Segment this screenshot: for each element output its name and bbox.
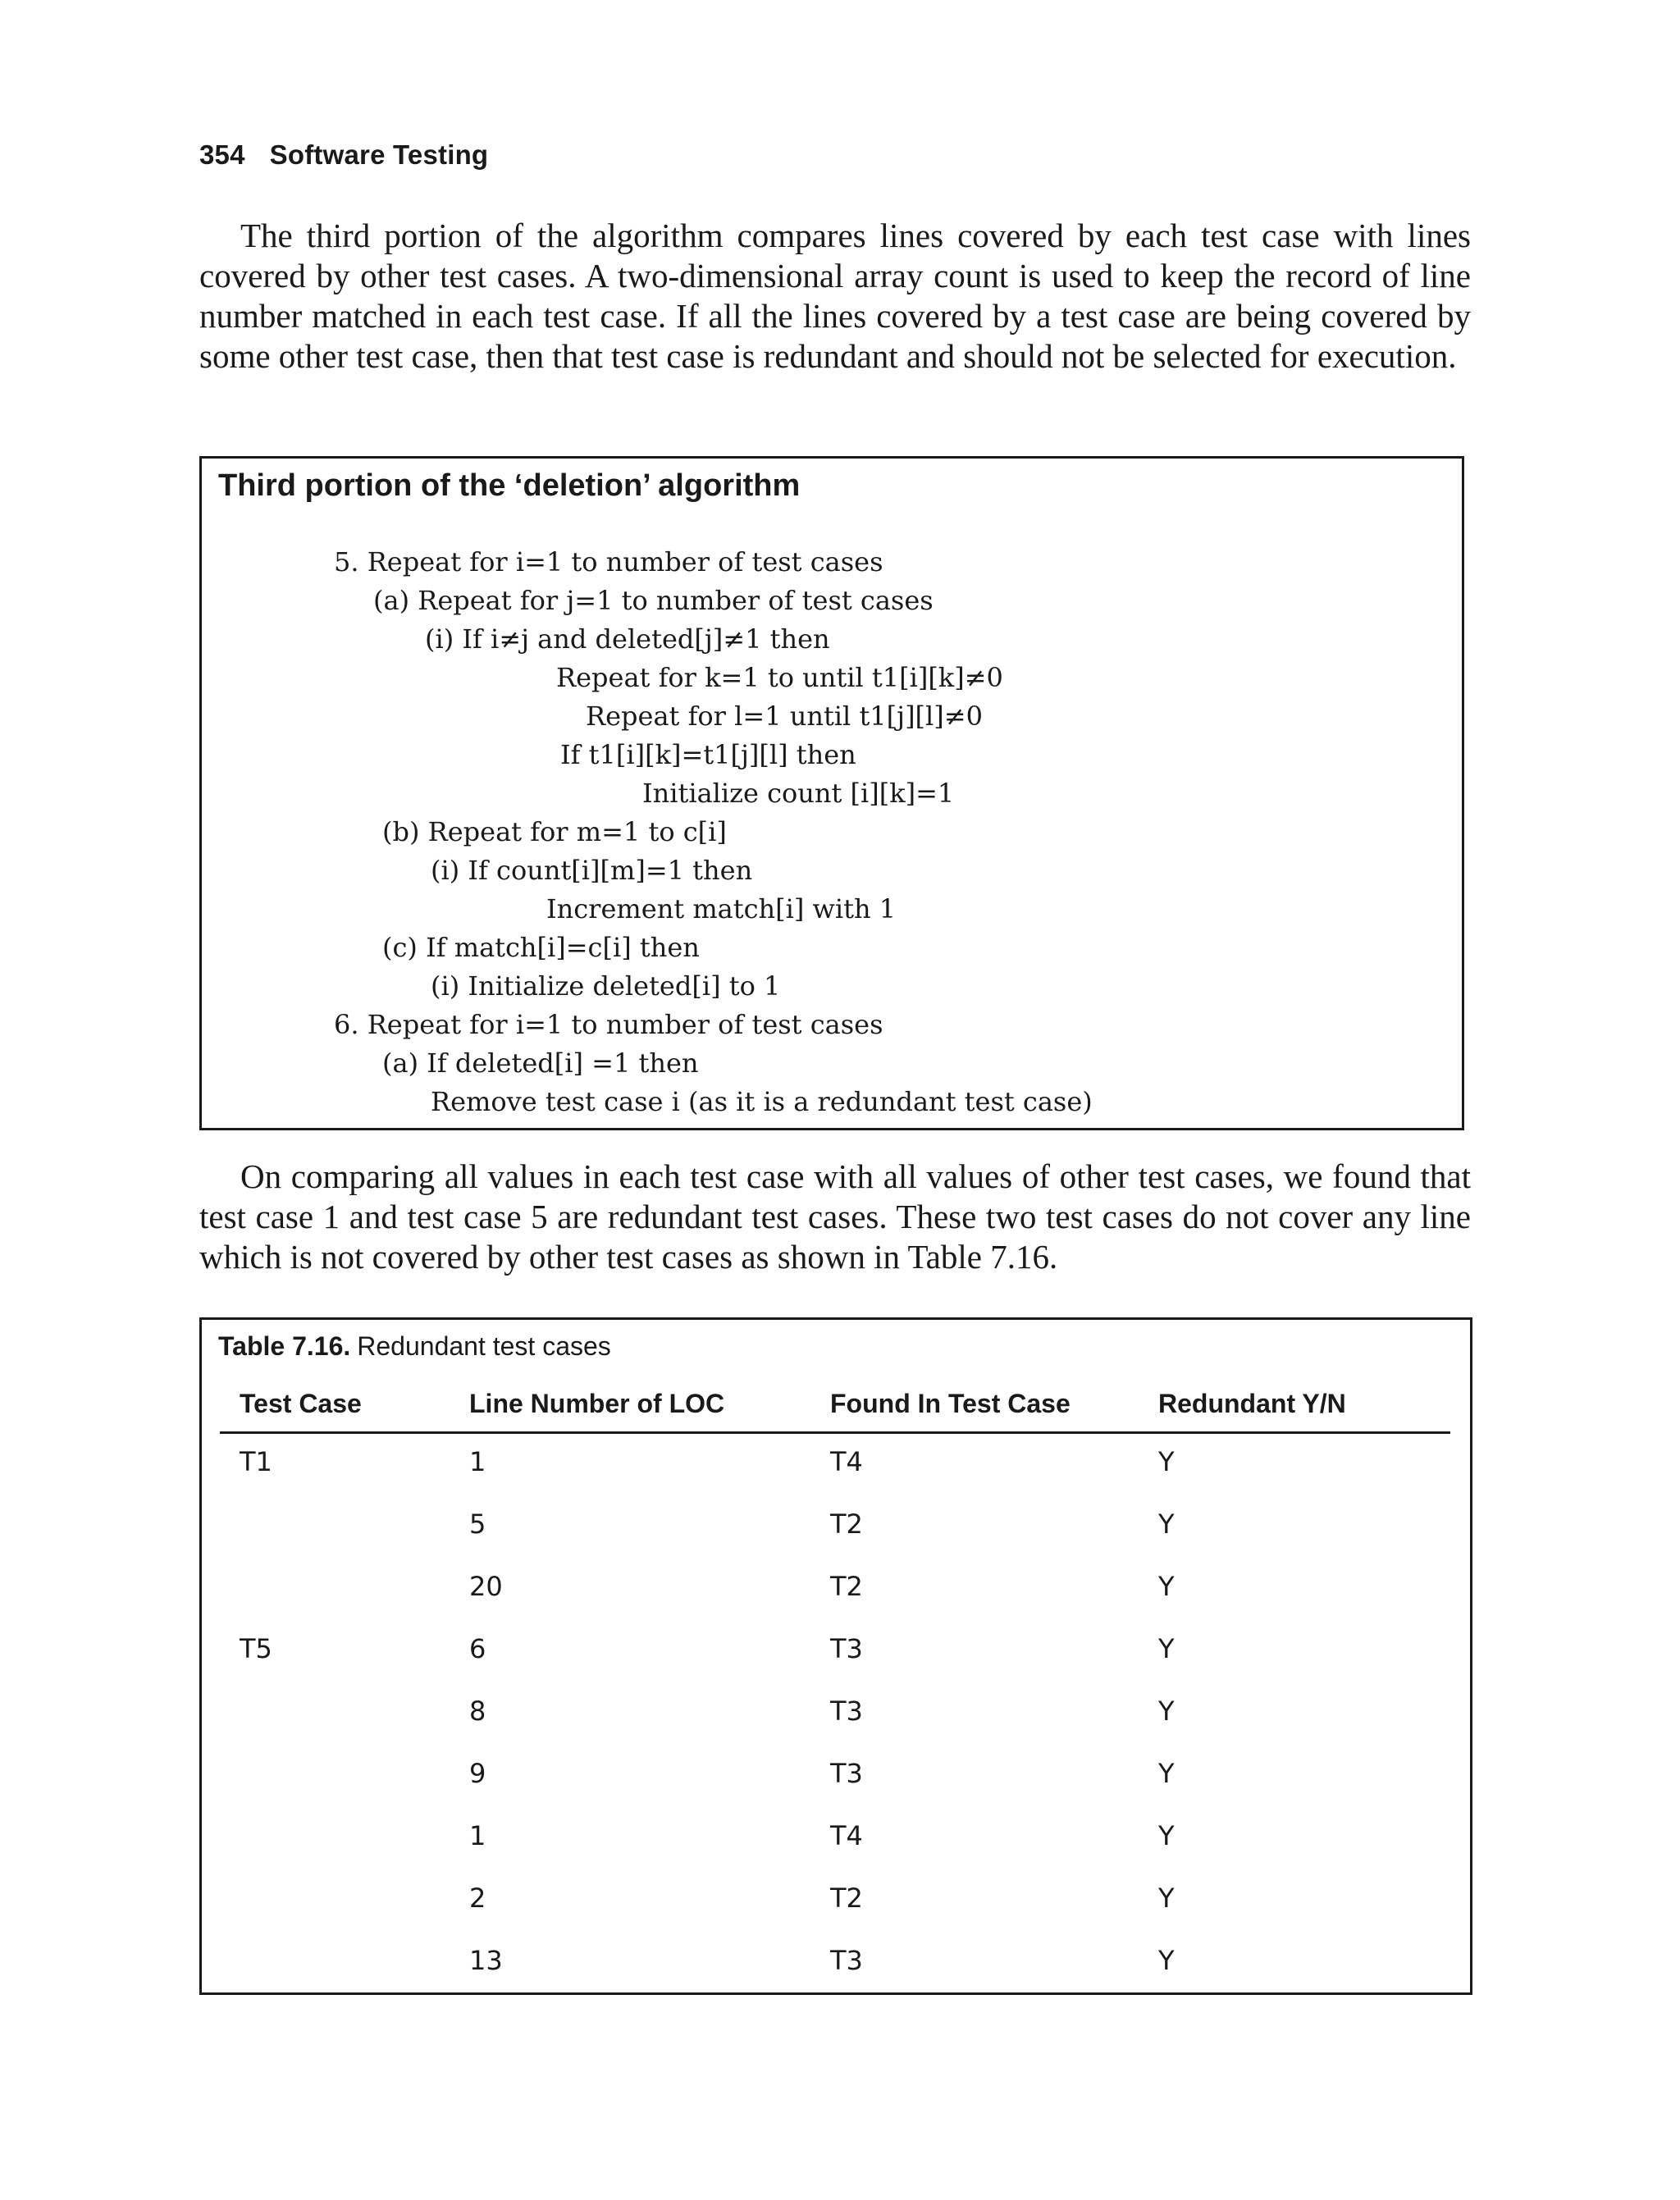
cell-redundant: Y (1158, 1945, 1175, 1976)
header-rule (220, 1431, 1450, 1434)
cell-test-case: T5 (240, 1633, 272, 1664)
table-caption-text: Redundant test cases (357, 1331, 611, 1361)
redundant-test-cases-table (199, 1317, 1472, 1995)
cell-redundant: Y (1158, 1696, 1175, 1727)
column-header-line-number: Line Number of LOC (469, 1389, 725, 1418)
intro-paragraph: The third portion of the algorithm compares lines covered by each test case with lines covered by other test cases. A two-dimensional array count is used to keep the record of line number matched in each test case. If all the lines covered by a test case are being covered by some other test case, then that test case is redundant and should not be selected for execution. (199, 217, 1471, 375)
algorithm-line: (i) Initialize deleted[i] to 1 (431, 970, 781, 1002)
cell-found-in: T3 (830, 1758, 863, 1789)
algorithm-line: If t1[i][k]=t1[j][l] then (560, 739, 856, 770)
cell-line-number: 1 (469, 1446, 486, 1477)
cell-line-number: 2 (469, 1883, 486, 1914)
algorithm-line: (i) If count[i][m]=1 then (431, 855, 753, 886)
cell-line-number: 6 (469, 1633, 486, 1664)
cell-line-number: 20 (469, 1571, 503, 1602)
table-row (202, 1820, 1470, 1883)
cell-line-number: 1 (469, 1820, 486, 1851)
column-header-found-in: Found In Test Case (830, 1389, 1071, 1418)
table-caption (218, 1331, 611, 1362)
table-row (202, 1883, 1470, 1945)
algorithm-line: Remove test case i (as it is a redundant test case) (431, 1086, 1093, 1117)
cell-redundant: Y (1158, 1820, 1175, 1851)
cell-redundant: Y (1158, 1509, 1175, 1540)
running-header (199, 139, 488, 171)
algorithm-line: Repeat for k=1 to until t1[i][k]≠0 (556, 662, 1003, 693)
cell-found-in: T4 (830, 1820, 863, 1851)
cell-redundant: Y (1158, 1633, 1175, 1664)
algorithm-line: Initialize count [i][k]=1 (642, 778, 955, 809)
algorithm-line: (b) Repeat for m=1 to c[i] (382, 816, 727, 847)
table-caption-label: Table 7.16. (218, 1331, 351, 1361)
algorithm-line: Increment match[i] with 1 (546, 893, 897, 924)
cell-line-number: 8 (469, 1696, 486, 1727)
cell-redundant: Y (1158, 1758, 1175, 1789)
algorithm-line: (a) If deleted[i] =1 then (382, 1048, 699, 1079)
cell-line-number: 13 (469, 1945, 503, 1976)
cell-test-case: T1 (240, 1446, 272, 1477)
cell-line-number: 9 (469, 1758, 486, 1789)
table-row (202, 1945, 1470, 2007)
column-header-redundant: Redundant Y/N (1158, 1389, 1346, 1418)
page-number: 354 (199, 139, 245, 170)
table-row (202, 1696, 1470, 1758)
algorithm-line: (a) Repeat for j=1 to number of test cases (373, 585, 934, 616)
cell-found-in: T3 (830, 1696, 863, 1727)
table-row (202, 1571, 1470, 1633)
cell-redundant: Y (1158, 1446, 1175, 1477)
cell-redundant: Y (1158, 1883, 1175, 1914)
algorithm-line: (i) If i≠j and deleted[j]≠1 then (425, 623, 830, 655)
algorithm-title: Third portion of the ‘deletion’ algorithm (218, 468, 801, 503)
cell-found-in: T3 (830, 1945, 863, 1976)
column-header-test-case: Test Case (240, 1389, 362, 1418)
algorithm-line: 5. Repeat for i=1 to number of test cases (334, 546, 883, 577)
table-row (202, 1509, 1470, 1571)
algorithm-box (199, 456, 1464, 1130)
algorithm-line: 6. Repeat for i=1 to number of test cases (334, 1009, 883, 1040)
cell-found-in: T2 (830, 1883, 863, 1914)
cell-found-in: T2 (830, 1571, 863, 1602)
algorithm-line: (c) If match[i]=c[i] then (382, 932, 700, 963)
cell-found-in: T4 (830, 1446, 863, 1477)
table-row (202, 1758, 1470, 1820)
table-row (202, 1446, 1470, 1509)
result-paragraph: On comparing all values in each test case with all values of other test cases, we found that test case 1 and test case 5 are redundant test cases. These two test cases do not cover any line which is not covered by other test cases as shown in Table 7.16. (199, 1157, 1471, 1276)
algorithm-line: Repeat for l=1 until t1[j][l]≠0 (586, 701, 983, 732)
table-row (202, 1633, 1470, 1696)
cell-line-number: 5 (469, 1509, 486, 1540)
cell-found-in: T2 (830, 1509, 863, 1540)
cell-redundant: Y (1158, 1571, 1175, 1602)
book-title: Software Testing (269, 139, 489, 170)
cell-found-in: T3 (830, 1633, 863, 1664)
